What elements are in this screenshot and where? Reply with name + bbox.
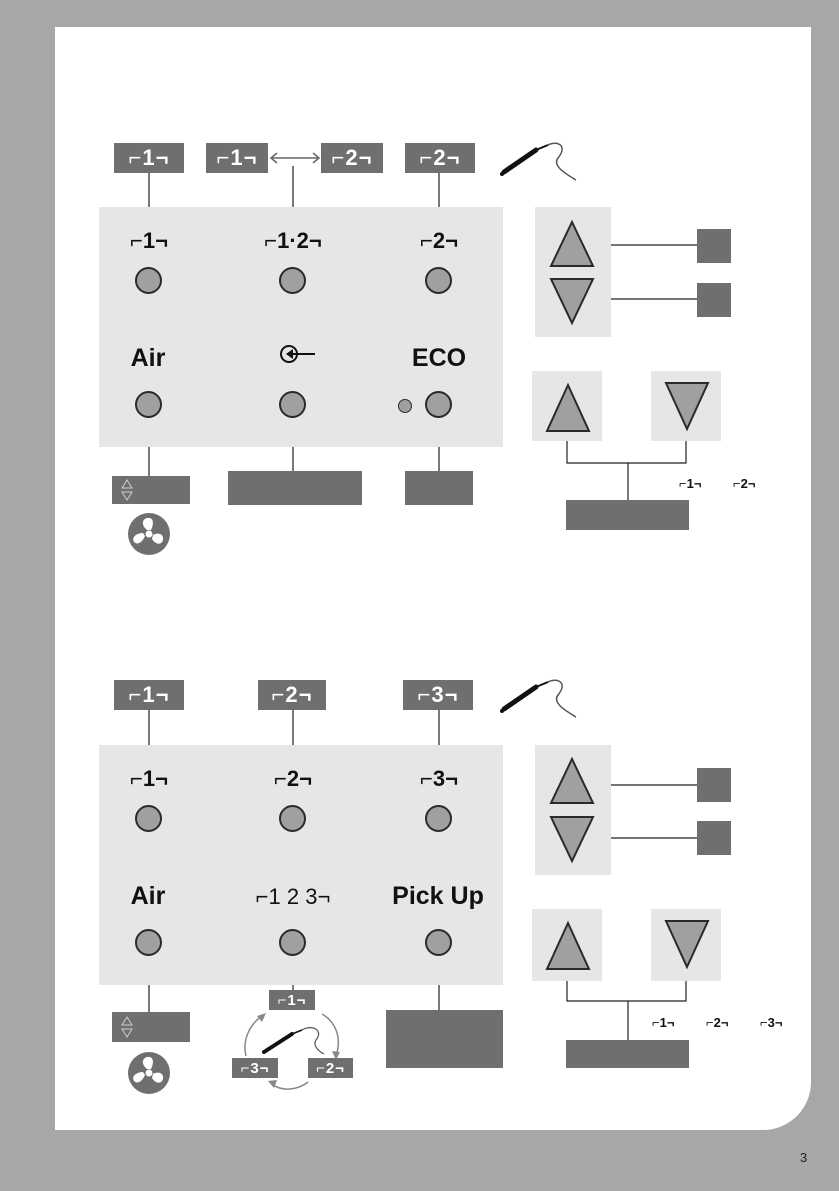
zone-2-link-tag: ⌐2¬ <box>321 143 383 173</box>
triangle-down-icon[interactable] <box>664 919 710 969</box>
cycle-zone-2-tag: ⌐2¬ <box>308 1058 353 1078</box>
air-button-s2[interactable] <box>135 929 162 956</box>
triangle-down-icon[interactable] <box>664 381 710 431</box>
timer-display-bar <box>228 471 362 505</box>
triangle-down-icon[interactable] <box>549 815 595 863</box>
up-indicator-square <box>697 229 731 263</box>
air-label: Air <box>130 344 166 372</box>
legend-zone-2-s2: ⌐2¬ <box>706 1015 729 1030</box>
triangle-up-icon[interactable] <box>549 220 595 268</box>
zone-3-tag-s2: ⌐3¬ <box>403 680 473 710</box>
eco-label: ECO <box>411 344 467 372</box>
updown-arrow-icon <box>121 1015 133 1039</box>
triangle-down-icon[interactable] <box>549 277 595 325</box>
zone-1-button[interactable] <box>135 267 162 294</box>
zone-2-label-s2: ⌐2¬ <box>274 766 312 791</box>
fan-icon <box>126 512 172 556</box>
zone-2-button-s2[interactable] <box>279 805 306 832</box>
down-indicator-square <box>697 283 731 317</box>
updown-arrow-icon <box>121 478 133 502</box>
probe-icon <box>496 677 580 719</box>
timer-button[interactable] <box>279 391 306 418</box>
legend-zone-1: ⌐1¬ <box>679 476 702 491</box>
zone-1-label-s2: ⌐1¬ <box>130 766 168 791</box>
zone-1-2-label: ⌐1·2¬ <box>264 228 322 253</box>
triangle-up-icon[interactable] <box>545 921 591 971</box>
cycle-zone-1-tag: ⌐1¬ <box>269 990 315 1010</box>
legend-zone-3-s2: ⌐3¬ <box>760 1015 783 1030</box>
timer-arrow-icon <box>279 342 317 366</box>
cycle-zone-3-tag: ⌐3¬ <box>232 1058 278 1078</box>
power-display-bar-1 <box>566 500 689 530</box>
fan-icon <box>126 1051 172 1095</box>
power-display-bar-2 <box>566 1040 689 1068</box>
air-label-s2: Air <box>130 882 166 910</box>
zone-2-label: ⌐2¬ <box>420 228 458 253</box>
zone-1-label: ⌐1¬ <box>130 228 168 253</box>
zone-2-tag: ⌐2¬ <box>405 143 475 173</box>
cycle-arrows-icon <box>232 1004 354 1092</box>
zone-2-tag-s2: ⌐2¬ <box>258 680 326 710</box>
pickup-button[interactable] <box>425 929 452 956</box>
eco-button[interactable] <box>425 391 452 418</box>
zone-1-tag: ⌐1¬ <box>114 143 184 173</box>
zone-3-button-s2[interactable] <box>425 805 452 832</box>
pickup-display-bar <box>386 1010 503 1068</box>
zone-1-button-s2[interactable] <box>135 805 162 832</box>
eco-indicator-led <box>398 399 412 413</box>
page-number: 3 <box>800 1150 808 1165</box>
cycle-button[interactable] <box>279 929 306 956</box>
down-indicator-square-s2 <box>697 821 731 855</box>
zone-1-2-button[interactable] <box>279 267 306 294</box>
zone-2-button[interactable] <box>425 267 452 294</box>
legend-zone-1-s2: ⌐1¬ <box>652 1015 675 1030</box>
zone-1-tag-s2: ⌐1¬ <box>114 680 184 710</box>
eco-display-bar <box>405 471 473 505</box>
zone-3-label-s2: ⌐3¬ <box>420 766 458 791</box>
zone-1-link-tag: ⌐1¬ <box>206 143 268 173</box>
air-button[interactable] <box>135 391 162 418</box>
cycle-label: ⌐1 2 3¬ <box>255 884 331 909</box>
triangle-up-icon[interactable] <box>545 383 591 433</box>
triangle-up-icon[interactable] <box>549 757 595 805</box>
pickup-label: Pick Up <box>392 882 484 910</box>
legend-zone-2: ⌐2¬ <box>733 476 756 491</box>
up-indicator-square-s2 <box>697 768 731 802</box>
